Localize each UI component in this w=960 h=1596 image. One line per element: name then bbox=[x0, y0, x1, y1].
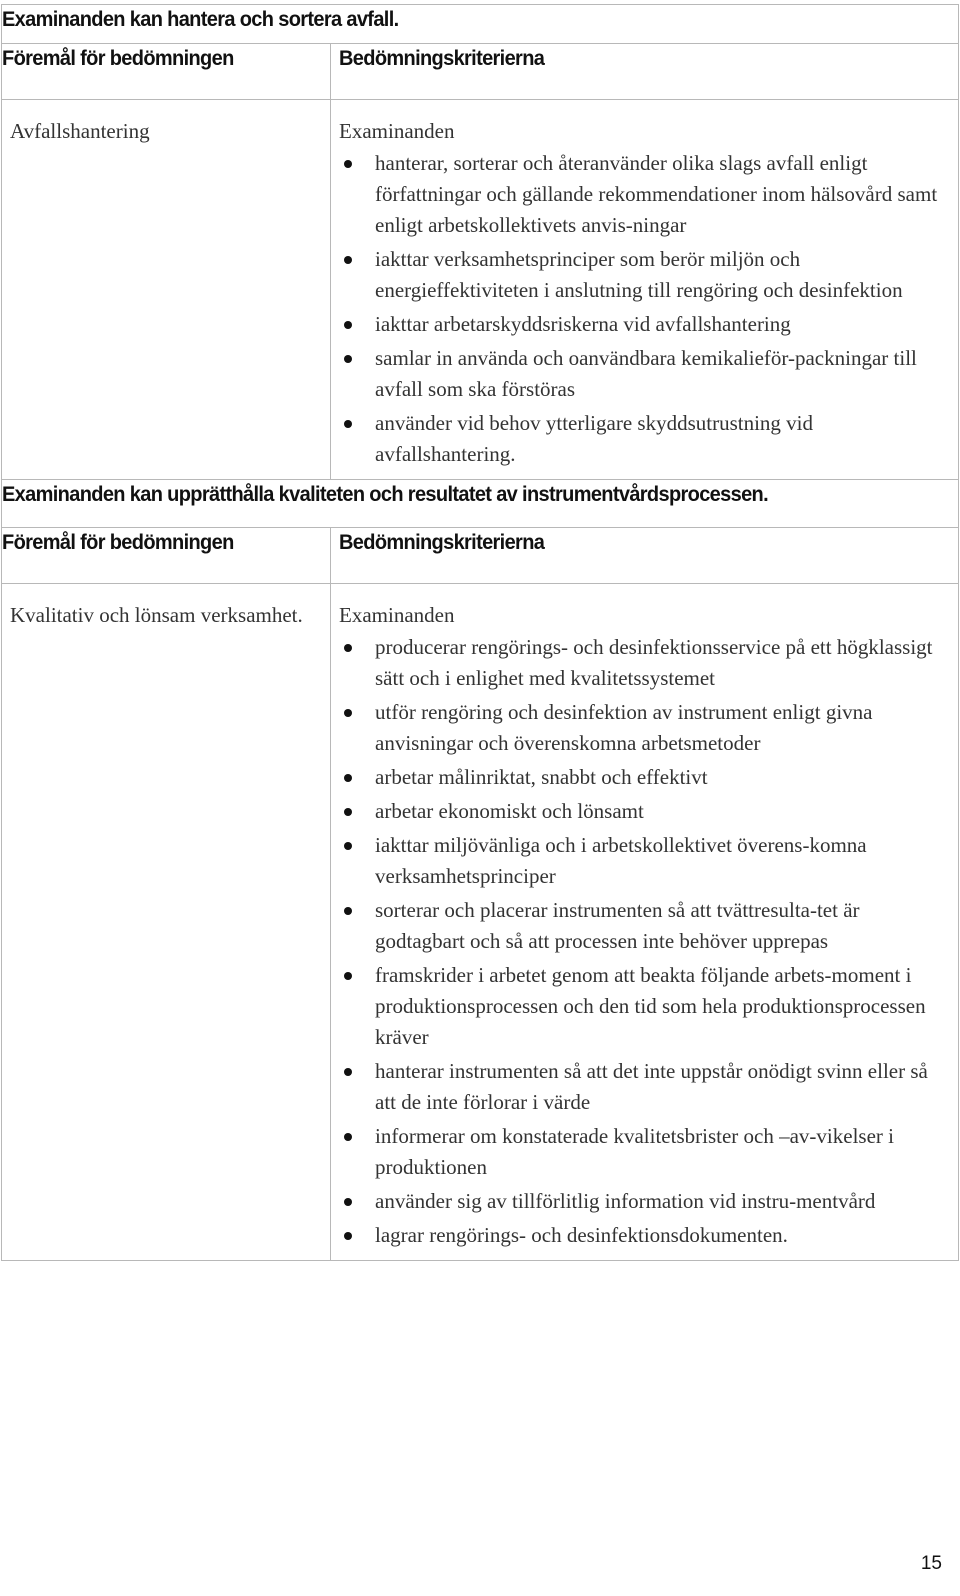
criteria-item: informerar om konstaterade kvalitetsbrister och –av-vikelser i produktionen bbox=[339, 1121, 950, 1183]
assessment-subject: Kvalitativ och lönsam verksamhet. bbox=[10, 603, 303, 627]
criteria-lead: Examinanden bbox=[339, 119, 455, 143]
section-title: Examinanden kan upprätthålla kvaliteten och resultatet av instrumentvårdsprocessen. bbox=[2, 482, 769, 506]
criteria-item: samlar in använda och oanvändbara kemikalieför-packningar till avfall som ska förstöras bbox=[339, 343, 950, 405]
criteria-item: hanterar instrumenten så att det inte uppstår onödigt svinn eller så att de inte förlorar i värde bbox=[339, 1056, 950, 1118]
column-header-row bbox=[2, 44, 959, 100]
criteria-lead: Examinanden bbox=[339, 603, 455, 627]
criteria-item: iakttar arbetarskyddsriskerna vid avfallshantering bbox=[339, 309, 950, 340]
criteria-list bbox=[339, 148, 950, 470]
criteria-item: producerar rengörings- och desinfektionsservice på ett högklassigt sätt och i enlighet med kvalitetssystemet bbox=[339, 632, 950, 694]
criteria-item: iakttar miljövänliga och i arbetskollektivet överens-komna verksamhetsprinciper bbox=[339, 830, 950, 892]
subject-column-header: Föremål för bedömningen bbox=[2, 46, 234, 70]
criteria-item: utför rengöring och desinfektion av instrument enligt givna anvisningar och överenskomna arbetsmetoder bbox=[339, 697, 950, 759]
criteria-item: använder vid behov ytterligare skyddsutrustning vid avfallshantering. bbox=[339, 408, 950, 470]
criteria-column-header: Bedömningskriterierna bbox=[339, 530, 545, 554]
criteria-item: sorterar och placerar instrumenten så att tvättresulta-tet är godtagbart och så att processen inte behöver upprepas bbox=[339, 895, 950, 957]
criteria-column-header: Bedömningskriterierna bbox=[339, 46, 545, 70]
section-title-row bbox=[2, 480, 959, 528]
section-title-row bbox=[2, 5, 959, 44]
column-header-row bbox=[2, 528, 959, 584]
criteria-list bbox=[339, 632, 950, 1251]
document bbox=[1, 4, 958, 1261]
criteria-cell bbox=[331, 584, 958, 1260]
content-row bbox=[2, 100, 959, 480]
assessment-subject: Avfallshantering bbox=[10, 119, 150, 143]
assessment-table bbox=[1, 4, 959, 1261]
criteria-item: framskrider i arbetet genom att beakta följande arbets-moment i produktionsprocessen och den tid som hela produktionsprocessen kräver bbox=[339, 960, 950, 1053]
criteria-item: använder sig av tillförlitlig information vid instru-mentvård bbox=[339, 1186, 950, 1217]
content-row bbox=[2, 584, 959, 1261]
section-title: Examinanden kan hantera och sortera avfall. bbox=[2, 7, 399, 31]
criteria-item: iakttar verksamhetsprinciper som berör miljön och energieffektiviteten i anslutning till rengöring och desinfektion bbox=[339, 244, 950, 306]
subject-column-header: Föremål för bedömningen bbox=[2, 530, 234, 554]
criteria-cell bbox=[331, 100, 958, 479]
criteria-item: arbetar ekonomiskt och lönsamt bbox=[339, 796, 950, 827]
criteria-item: arbetar målinriktat, snabbt och effektivt bbox=[339, 762, 950, 793]
page-number: 15 bbox=[920, 1553, 942, 1574]
criteria-item: lagrar rengörings- och desinfektionsdokumenten. bbox=[339, 1220, 950, 1251]
criteria-item: hanterar, sorterar och återanvänder olika slags avfall enligt författningar och gällande rekommendationer inom hälsovård samt enligt arbetskollektivets anvis-ningar bbox=[339, 148, 950, 241]
